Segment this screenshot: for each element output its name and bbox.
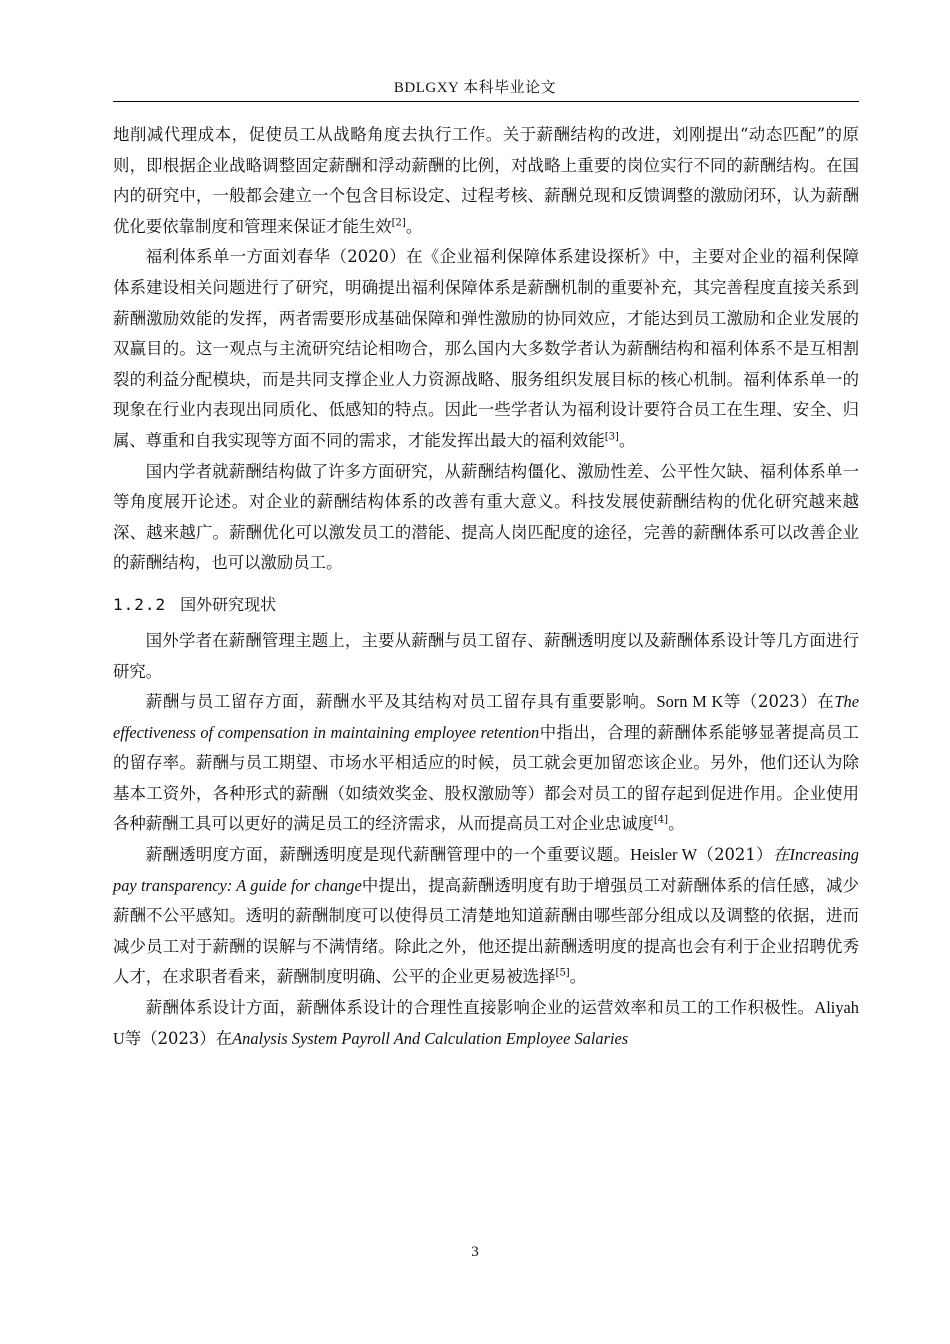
- running-header: BDLGXY 本科毕业论文: [393, 80, 557, 96]
- paragraph-2: [113, 242, 859, 456]
- page-number: 3: [471, 1244, 479, 1260]
- paragraph-5-end: 。: [668, 814, 685, 834]
- paragraph-4: 国外学者在薪酬管理主题上，主要从薪酬与员工留存、薪酬透明度以及薪酬体系设计等几方面进行研究。: [113, 630, 859, 681]
- paragraph-3: 国内学者就薪酬结构做了许多方面研究，从薪酬结构僵化、激励性差、公平性欠缺、福利体系单一等角度展开论述。对企业的薪酬结构体系的改善有重大意义。科技发展使薪酬结构的优化研究越来越深、越来越广。薪酬优化可以激发员工的潜能、提高人岗匹配度的途径，完善的薪酬体系可以改善企业的薪酬结构，也可以激励员工。: [113, 461, 859, 573]
- paragraph-6-text-a: 薪酬透明度方面，薪酬透明度是现代薪酬管理中的一个重要议题。: [145, 845, 631, 865]
- citation-5: [5]: [555, 967, 570, 979]
- paragraph-1-text: 地削减代理成本，促使员工从战略角度去执行工作。关于薪酬结构的改进，刘刚提出“动态匹配”的原则，即根据企业战略调整固定薪酬和浮动薪酬的比例，对战略上重要的岗位实行不同的薪酬结构。在国内的研究中，一般都会建立一个包含目标设定、过程考核、薪酬兑现和反馈调整的激励闭环，认为薪酬优化要依靠制度和管理来保证才能生效: [113, 125, 859, 236]
- paragraph-7-text-a: 薪酬体系设计方面，薪酬体系设计的合理性直接影响企业的运营效率和员工的工作积极性。: [145, 998, 815, 1018]
- section-title: 国外研究现状: [180, 594, 277, 614]
- paragraph-1: [113, 120, 859, 242]
- paragraph-1-end: 。: [405, 216, 423, 236]
- paragraph-5: [113, 687, 859, 840]
- paragraph-6-in: 在: [772, 845, 790, 865]
- paragraph-7-work-title: Analysis System Payroll And Calculation Employee Salaries: [232, 1028, 629, 1048]
- paragraph-7-text-b: 等（2023）在: [124, 1028, 233, 1048]
- paragraph-6-text-b: （2021）: [697, 845, 773, 865]
- paragraph-6-text-c: 中提出，提高薪酬透明度有助于增强员工对薪酬体系的信任感，减少薪酬不公平感知。透明的薪酬制度可以使得员工清楚地知道薪酬由哪些部分组成以及调整的依据，进而减少员工对于薪酬的误解与不满情绪。除此之外，他还提出薪酬透明度的提高也会有利于企业招聘优秀人才，在求职者看来，薪酬制度明确、公平的企业更易被选择: [113, 875, 859, 987]
- paragraph-5-text-a: 薪酬与员工留存方面，薪酬水平及其结构对员工留存具有重要影响。: [145, 692, 657, 712]
- paragraph-7-author: Aliyah U: [113, 998, 859, 1048]
- paragraph-2-end: 。: [618, 430, 636, 450]
- paragraph-5-work-title: The effectiveness of compensation in maintaining employee retention: [113, 692, 860, 742]
- paragraph-7: [113, 993, 859, 1054]
- section-number: 1.2.2: [113, 594, 167, 614]
- section-heading: [113, 590, 859, 620]
- paragraph-2-text: 福利体系单一方面刘春华（2020）在《企业福利保障体系建设探析》中，主要对企业的福利保障体系建设相关问题进行了研究，明确提出福利保障体系是薪酬机制的重要补充，其完善程度直接关系到薪酬激励效能的发挥，两者需要形成基础保障和弹性激励的协同效应，才能达到员工激励和企业发展的双赢目的。这一观点与主流研究结论相吻合，那么国内大多数学者认为薪酬结构和福利体系不是互相割裂的利益分配模块，而是共同支撑企业人力资源战略、服务组织发展目标的核心机制。福利体系单一的现象在行业内表现出同质化、低感知的特点。因此一些学者认为福利设计要符合员工在生理、安全、归属、尊重和自我实现等方面不同的需求，才能发挥出最大的福利效能: [113, 247, 859, 450]
- paragraph-5-author: Sorn M K: [656, 692, 724, 712]
- paragraph-6: [113, 840, 859, 993]
- citation-3: [3]: [604, 431, 619, 443]
- paragraph-5-text-b: 等（2023）在: [723, 692, 835, 712]
- citation-4: [4]: [653, 815, 669, 826]
- header-rule: [113, 101, 859, 102]
- paragraph-6-author: Heisler W: [630, 845, 698, 865]
- paragraph-6-end: 。: [569, 967, 587, 987]
- citation-2: [2]: [391, 217, 406, 229]
- paragraph-6-work-title: Increasing pay transparency: A guide for change: [113, 845, 860, 895]
- paragraph-5-text-c: 中指出，合理的薪酬体系能够显著提高员工的留存率。薪酬与员工期望、市场水平相适应的时候，员工就会更加留恋该企业。另外，他们还认为除基本工资外，各种形式的薪酬（如绩效奖金、股权激励等）都会对员工的留存起到促进作用。企业使用各种薪酬工具可以更好的满足员工的经济需求，从而提高员工对企业忠诚度: [113, 722, 859, 834]
- body-text: [113, 120, 859, 1054]
